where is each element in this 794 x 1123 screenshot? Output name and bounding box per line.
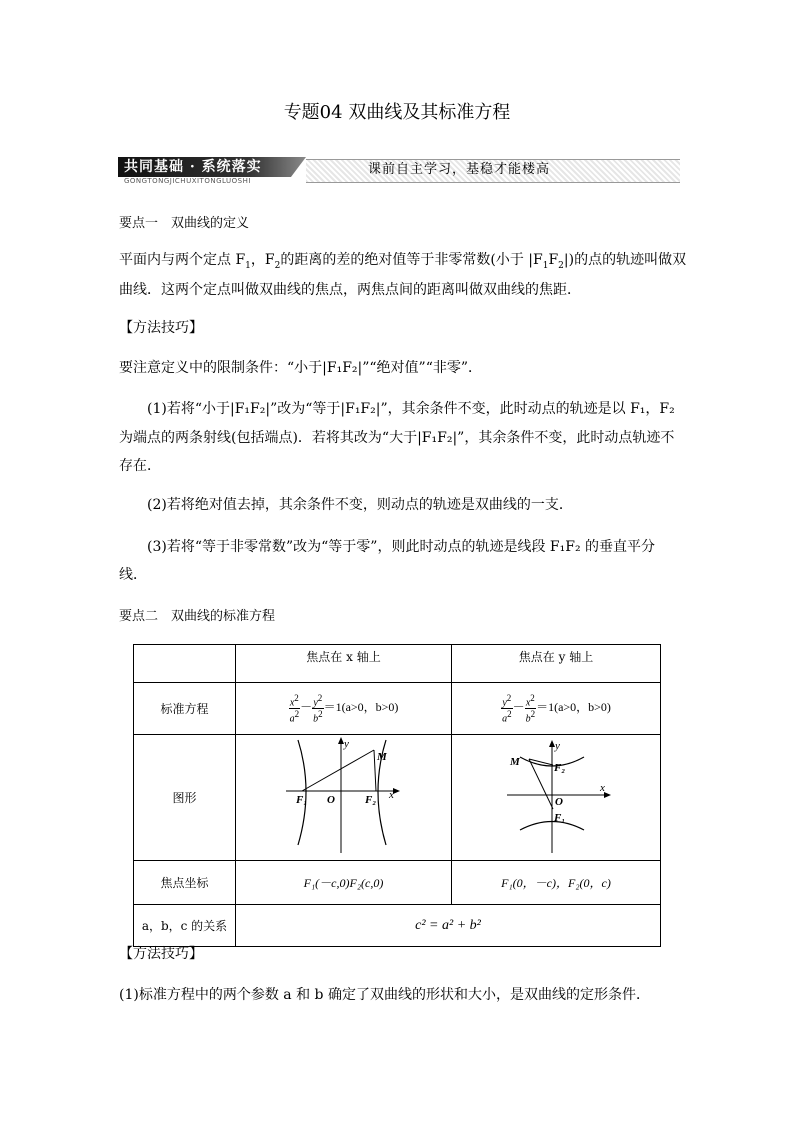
origin-label-2: O xyxy=(555,796,563,808)
item1-line2: 为端点的两条射线(包括端点)．若将其改为“大于|F₁F₂|”，其余条件不变，此时动点轨迹不 xyxy=(119,430,675,446)
item3-line2: 线． xyxy=(119,567,147,583)
item3-line1: (3)若将“等于非零常数”改为“等于零”，则此时动点的轨迹是线段 F₁F₂ 的垂直平分 xyxy=(147,539,656,555)
y-axis-label-2: y xyxy=(555,740,560,752)
x-axis-label: x xyxy=(389,789,394,801)
section1-heading: 要点一 双曲线的定义 xyxy=(119,216,250,231)
y-axis-label: y xyxy=(344,738,349,750)
method-heading-2: 【方法技巧】 xyxy=(119,946,203,962)
focus1-label: F₁ xyxy=(296,794,308,806)
header-x-axis: 焦点在 x 轴上 xyxy=(236,645,452,683)
relation-formula: c² = a² + b² xyxy=(236,905,661,947)
graph-x-cell xyxy=(236,735,452,861)
x-axis-label-2: x xyxy=(600,782,605,794)
row-label-relation: a，b，c 的关系 xyxy=(134,905,236,947)
point-m-label: M xyxy=(377,751,387,763)
section-banner xyxy=(118,155,680,185)
table-corner xyxy=(134,645,236,683)
equation-y: $\frac{y^2}{a^2}$ － $\frac{x^2}{b^2}$ ＝1(a>0，b>0) xyxy=(452,683,661,735)
definition-line2: 曲线．这两个定点叫做双曲线的焦点，两焦点间的距离叫做双曲线的焦距． xyxy=(119,282,581,298)
focus-y: F₁(0，－c)，F₂(0，c) xyxy=(452,861,661,905)
row-label-focus: 焦点坐标 xyxy=(134,861,236,905)
banner-slogan: 课前自主学习，基稳才能楼高 xyxy=(368,162,551,177)
point-m-label-2: M xyxy=(510,756,520,768)
equation-x: $\frac{x^2}{a^2}$ － $\frac{y^2}{b^2}$ ＝1(a>0，b>0) xyxy=(236,683,452,735)
hyperbola-y-graph xyxy=(452,735,660,857)
item1-line3: 存在． xyxy=(119,458,161,474)
item2: (2)若将绝对值去掉，其余条件不变，则动点的轨迹是双曲线的一支． xyxy=(147,497,573,513)
hyperbola-x-graph xyxy=(236,735,451,857)
row-label-graph: 图形 xyxy=(134,735,236,861)
banner-title: 共同基础 · 系统落实 xyxy=(124,159,262,175)
focus2-label: F₂ xyxy=(365,794,377,806)
banner-subtitle: GONGTONGJICHUXITONGLUOSHI xyxy=(124,177,251,185)
header-y-axis: 焦点在 y 轴上 xyxy=(452,645,661,683)
focus-x: F₁(－c,0)F₂(c,0) xyxy=(236,861,452,905)
definition-line1: 平面内与两个定点 $F_1$，$F_2$的距离的差的绝对值等于非零常数(小于 $|F_1F_2|$)的点的轨迹叫做双 xyxy=(119,252,687,271)
origin-label: O xyxy=(327,794,335,806)
page-title: 专题04 双曲线及其标准方程 xyxy=(283,102,511,123)
method-heading-1: 【方法技巧】 xyxy=(119,320,203,336)
graph-y-cell xyxy=(452,735,661,861)
focus2-label-2: F₂ xyxy=(554,762,566,774)
focus1-label-2: F₁ xyxy=(554,812,566,824)
definition-note: 要注意定义中的限制条件：“小于|F₁F₂|”“绝对值”“非零”． xyxy=(119,360,483,376)
row-label-standard: 标准方程 xyxy=(134,683,236,735)
item1-line1: (1)若将“小于|F₁F₂|”改为“等于|F₁F₂|”，其余条件不变，此时动点的轨迹是以 F₁，F₂ xyxy=(147,401,675,417)
section2-heading: 要点二 双曲线的标准方程 xyxy=(119,609,276,624)
standard-equation-table xyxy=(133,644,661,947)
tip1: (1)标准方程中的两个参数 a 和 b 确定了双曲线的形状和大小，是双曲线的定形条件． xyxy=(119,987,650,1003)
